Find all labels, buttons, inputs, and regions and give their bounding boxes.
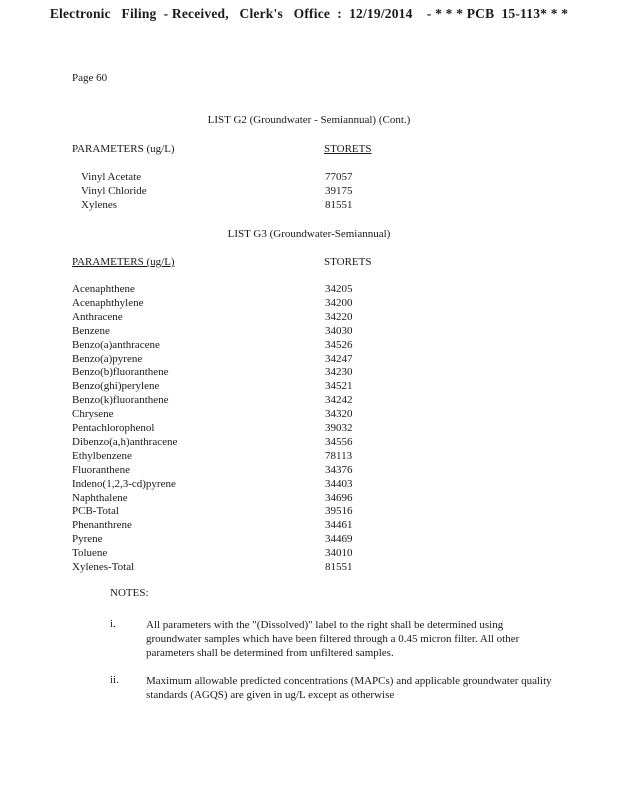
table-row [0, 366, 618, 380]
table-row [0, 436, 618, 450]
table-row [0, 311, 618, 325]
note-text: Maximum allowable predicted concentrations (MAPCs) and applicable groundwater quality standards (AGQS) are given in ug/L except as otherwise [146, 675, 552, 701]
parameter-name: Acenaphthene [72, 283, 135, 295]
table-row [0, 492, 618, 506]
list-g3-param-header: PARAMETERS (ug/L) [72, 256, 175, 268]
table-row [0, 533, 618, 547]
parameter-name: Chrysene [72, 408, 114, 421]
storet-code: 34526 [325, 338, 353, 351]
page-number: Page 60 [72, 72, 108, 84]
list-g3-title: LIST G3 (Groundwater-Semiannual) [227, 228, 391, 240]
storet-code: 81551 [325, 198, 353, 211]
note-number: i. [110, 618, 116, 630]
table-row [0, 408, 618, 422]
table-row [0, 394, 618, 408]
table-row [0, 297, 618, 311]
storet-code: 78113 [325, 449, 353, 462]
parameter-name: Anthracene [72, 310, 123, 323]
parameter-name: Vinyl Chloride [81, 184, 147, 197]
parameter-name: Benzo(a)anthracene [72, 338, 160, 351]
table-row [0, 339, 618, 353]
parameter-name: Naphthalene [72, 491, 128, 504]
parameter-name: Pyrene [72, 533, 103, 546]
parameter-name: Dibenzo(a,h)anthracene [72, 435, 178, 448]
parameter-name: Pentachlorophenol [72, 422, 155, 434]
storet-code: 34247 [325, 352, 353, 365]
list-g3-storet-header: STORETS [324, 256, 372, 268]
parameter-name: Benzo(a)pyrene [72, 352, 143, 365]
parameter-name: Fluoranthene [72, 463, 131, 476]
parameter-name: Ethylbenzene [72, 449, 132, 462]
storet-code: 34469 [325, 533, 353, 546]
storet-code: 39175 [325, 184, 353, 197]
storet-code: 39032 [325, 422, 353, 434]
parameter-name: Benzene [72, 324, 110, 337]
parameter-name: Vinyl Acetate [81, 171, 142, 183]
storet-code: 77057 [325, 171, 353, 183]
filing-header: Electronic Filing - Received, Clerk's Office : 12/19/2014 - * * * PCB 15-113* * * [49, 6, 569, 21]
storet-code: 34376 [325, 463, 353, 476]
storet-code: 34242 [325, 394, 353, 407]
storet-code: 34696 [325, 491, 353, 504]
storet-code: 34230 [325, 366, 353, 379]
storet-code: 34200 [325, 296, 353, 309]
table-row [0, 547, 618, 561]
storet-code: 34205 [325, 283, 353, 295]
parameter-name: Xylenes-Total [72, 561, 135, 573]
parameter-name: Toluene [72, 547, 108, 560]
storet-code: 34461 [325, 519, 353, 532]
note-text: All parameters with the "(Dissolved)" label to the right shall be determined using groundwater samples which have been filtered through a 0.45 micron filter. All other parameters shall be determined from unfiltered samples. [146, 619, 520, 659]
table-row [0, 380, 618, 394]
table-row [0, 561, 618, 575]
table-row [0, 199, 618, 213]
table-row [0, 185, 618, 199]
parameter-name: Benzo(k)fluoranthene [72, 394, 169, 407]
list-g2-param-header: PARAMETERS (ug/L) [72, 143, 175, 155]
table-row [0, 325, 618, 339]
parameter-name: Phenanthrene [72, 519, 132, 532]
table-row [0, 505, 618, 519]
table-row [0, 353, 618, 367]
table-row [0, 283, 618, 297]
storet-code: 34030 [325, 324, 353, 337]
parameter-name: Benzo(ghi)perylene [72, 380, 160, 393]
table-row [0, 422, 618, 436]
storet-code: 34010 [325, 547, 353, 560]
table-row [0, 464, 618, 478]
storet-code: 34521 [325, 380, 353, 393]
storet-code: 34403 [325, 477, 353, 490]
parameter-name: Indeno(1,2,3-cd)pyrene [72, 477, 176, 490]
storet-code: 39516 [325, 505, 353, 518]
note-number: ii. [110, 674, 119, 686]
table-row [0, 171, 618, 185]
storet-code: 34220 [325, 310, 353, 323]
storet-code: 81551 [325, 561, 353, 573]
parameter-name: Acenaphthylene [72, 296, 144, 309]
storet-code: 34320 [325, 408, 353, 421]
parameter-name: PCB-Total [72, 505, 119, 518]
table-row [0, 478, 618, 492]
storet-code: 34556 [325, 435, 353, 448]
list-g2-title: LIST G2 (Groundwater - Semiannual) (Cont.) [207, 114, 411, 126]
table-row [0, 450, 618, 464]
notes-title: NOTES: [110, 587, 149, 599]
parameter-name: Xylenes [81, 198, 118, 211]
list-g2-storet-header: STORETS [324, 143, 372, 155]
parameter-name: Benzo(b)fluoranthene [72, 366, 169, 379]
table-row [0, 519, 618, 533]
